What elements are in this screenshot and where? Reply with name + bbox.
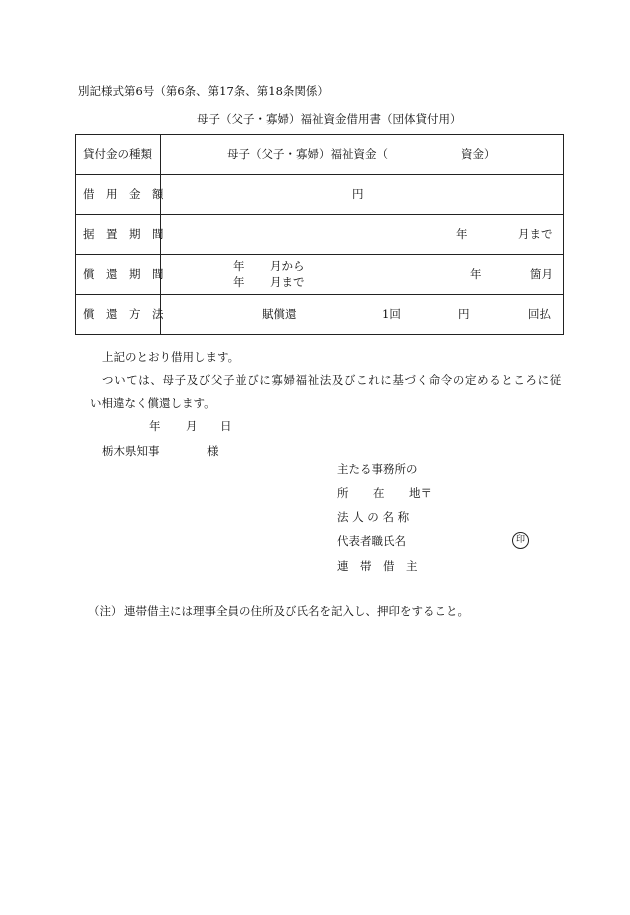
location-label-c: 地〒 — [409, 486, 432, 500]
joint-borrower-label: 連 帯 借 主 — [337, 559, 418, 573]
loan-amount-yen: 円 — [352, 187, 364, 201]
body-line-1: 上記のとおり借用します。 — [102, 350, 240, 364]
per-installment: 1回 — [382, 307, 401, 321]
installment-yen: 円 — [458, 307, 470, 321]
loan-type-label: 貸付金の種類 — [83, 147, 152, 161]
form-reference: 別記様式第6号（第6条、第17条、第18条関係） — [78, 84, 329, 98]
deferment-month-until: 月まで — [518, 227, 553, 241]
repayment-method: 賦償還 — [262, 307, 297, 321]
repayment-period-label: 償 還 期 間 — [83, 267, 164, 281]
repayment-years: 年 — [470, 267, 482, 281]
representative-label: 代表者職氏名 — [337, 534, 406, 548]
body-line-3: い相違なく償還します。 — [90, 396, 216, 410]
office-heading: 主たる事務所の — [337, 462, 418, 476]
corporation-name-label: 法 人 の 名 称 — [337, 510, 410, 524]
loan-amount-label: 借 用 金 額 — [83, 187, 164, 201]
repayment-method-label: 償 還 方 法 — [83, 307, 164, 321]
repayment-start-month: 月から — [270, 259, 305, 273]
repayment-months-count: 箇月 — [530, 267, 553, 281]
location-label-b: 在 — [373, 486, 385, 500]
addressee-governor: 栃木県知事 — [102, 444, 160, 458]
note-text: 連帯借主には理事全員の住所及び氏名を記入し、押印をすること。 — [124, 604, 469, 618]
location-label-a: 所 — [337, 486, 349, 500]
note-label: （注） — [88, 604, 123, 618]
body-line-2: ついては、母子及び父子並びに寡婦福祉法及びこれに基づく命令の定めるところに従 — [102, 373, 562, 387]
addressee-honorific: 様 — [207, 444, 219, 458]
fund-name-prefix: 母子（父子・寡婦）福祉資金（ — [227, 147, 388, 161]
date-year: 年 — [149, 419, 161, 433]
installment-count: 回払 — [528, 307, 551, 321]
repayment-end-month: 月まで — [270, 275, 305, 289]
date-month: 月 — [186, 419, 198, 433]
repayment-end-year: 年 — [233, 275, 245, 289]
deferment-period-label: 据 置 期 間 — [83, 227, 164, 241]
date-day: 日 — [220, 419, 232, 433]
fund-name-suffix: 資金） — [461, 147, 496, 161]
repayment-start-year: 年 — [233, 259, 245, 273]
seal-stamp: 印 — [512, 532, 529, 549]
document-title: 母子（父子・寡婦）福祉資金借用書（団体貸付用） — [197, 112, 462, 126]
deferment-year: 年 — [456, 227, 468, 241]
